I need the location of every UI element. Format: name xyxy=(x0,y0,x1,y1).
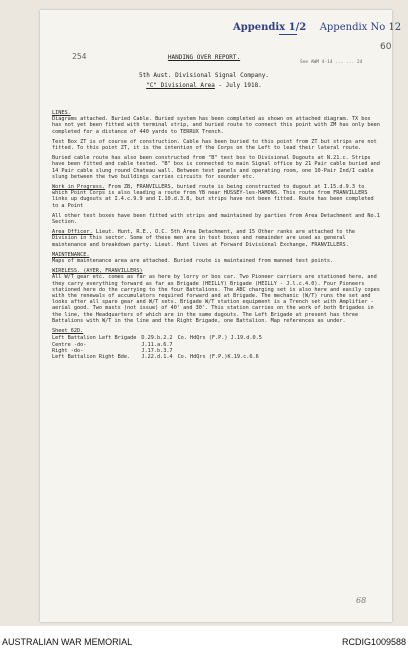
appendix-number: Appendix No 12 xyxy=(319,22,402,33)
paragraph: Maps of maintenance area are attached. Buried route is maintained from manned test points. xyxy=(52,258,334,265)
paragraph xyxy=(52,229,382,248)
appendix-fraction: 1/2 xyxy=(288,22,307,33)
paragraph-text: From ZB, FRANVILLERS, buried route is being constructed to dugout at I.15.d.9.3 to which Point Corps is also leading a route from YB near HUSSEY-les-HAMONS. This route from FRANVILLERS links up dugouts at I.4.c.9.9 and I.10.d.3.8, but strips have not been fitted. Route has been completed to a Point xyxy=(52,184,374,209)
paragraph: Buried cable route has also been constructed from "B" test box to Divisional Dugouts at N.21.c. Strips have been fitted and cable tested. "B" box is connected to main Signal office by 21 Pair cable buried and 14 Pair cable slung round Chateau wall. Between test panels and operating room, one 10-Pair Ind/I cable slung between the two buildings carries circuits for sounder etc. xyxy=(52,155,380,180)
area-name: "C" Divisional Area xyxy=(146,82,215,89)
table-cell: J.11.a.6.7 xyxy=(141,341,173,348)
report-title: HANDING OVER REPORT. xyxy=(167,54,241,61)
paragraph: Test Box ZT is of course of construction. Cable has been buried to this point from ZT but strips are not fitted. To this point ZT, it is the intention of the Corps on the Left to lead their lateral route. xyxy=(52,138,377,152)
paragraph: All other test boxes have been fitted with strips and maintained by parties from Area Detachment and No.1 Section. xyxy=(52,212,380,226)
paragraph: All W/T gear etc. comes as far as here by lorry or box car. Two Pioneer carriers are stationed here, and they carry everything forward as far as Brigade (HEILLY) Brigade (HEILLY - J.l.c.4.0). Four Pioneers stationed here do the carrying to the four Battalions. The ABC charging set is also here and easily copes with the renewals of accumulators required forward and at Brigade. The mechanic (W/T) runs the set and looks after all spare gear and W/T sets. Brigade W/T station equipment is a Trench set with Amplifier - aerial good. Two masts (not issue) of 40' and 30'. This station carries on the work of both Brigades in the line, the Headquarters of which are in the same dugouts. The Left Brigade at present has three Battalions with W/T in the line and the Right Brigade, one Battalion. Map references as under. xyxy=(52,274,380,324)
paragraph xyxy=(52,184,382,209)
subheading-area-officer: Area Officer. xyxy=(52,229,93,236)
report-body xyxy=(52,108,382,360)
report-date: - July 1918. xyxy=(214,82,262,89)
table-cell: J.22.d.1.4 xyxy=(141,353,173,360)
table-cell: Co. HdQrs (F.P.) J.19.d.0.5 xyxy=(177,335,262,342)
table-cell: Centre -do- xyxy=(52,341,87,348)
table-cell: Left Battalion Left Brigade xyxy=(52,335,137,342)
subheading-work-in-progress: Work in Progress. xyxy=(52,184,106,191)
paragraph-text: Lieut. Hunt, R.E., O.C. 5th Area Detachment, and 15 Other ranks are attached to the Division in this sector. Some of these men are in test boxes and remainder are used as general maintenance and breakdown party. Lieut. Hunt lives at Forward Divisional Exchange, FRANVILLERS. xyxy=(52,229,355,248)
check-mark-icon xyxy=(279,22,297,35)
register-number: 254 xyxy=(72,52,87,61)
table-cell: Right -do- xyxy=(52,347,84,354)
folio-mark: 68 xyxy=(356,596,367,605)
section-heading-maintenance: MAINTENANCE. xyxy=(52,251,90,258)
table-row xyxy=(52,354,267,360)
map-reference-table xyxy=(52,335,267,360)
table-cell: Left Battalion Right Bde. xyxy=(52,353,131,360)
table-cell: Co. HdQrs (F.P.)K.19.c.6.6 xyxy=(177,353,259,360)
footer-institution: AUSTRALIAN WAR MEMORIAL xyxy=(2,637,133,647)
table-cell: D.29.b.2.2 xyxy=(141,335,173,342)
area-date-line xyxy=(0,82,408,89)
section-heading-wireless: WIRELESS. (AYER, FRANVILLERS) xyxy=(52,268,143,275)
sheet-label: Sheet 62D. xyxy=(52,328,84,335)
table-row xyxy=(52,335,267,341)
appendix-annotation xyxy=(233,22,401,33)
pencil-reference: See AWM 4-14 ... ... 24 xyxy=(300,60,363,65)
page-number-top: 60 xyxy=(380,42,392,52)
footer-record-id: RCDIG1009588 xyxy=(341,637,406,647)
table-cell: J.17.b.3.7 xyxy=(141,347,173,354)
section-heading-lines: LINES. xyxy=(52,110,71,116)
paragraph: Diagrams attached. Buried Cable. Buried system has been completed as shown on attached diagram. TX box has not yet been fitted with terminal strip, and buried route to connect this point with ZM has only been completed for a distance of 440 yards to TERRUX Trench. xyxy=(52,116,380,135)
appendix-left: Appendix xyxy=(233,22,286,33)
unit-line: 5th Aust. Divisional Signal Company. xyxy=(138,72,270,79)
